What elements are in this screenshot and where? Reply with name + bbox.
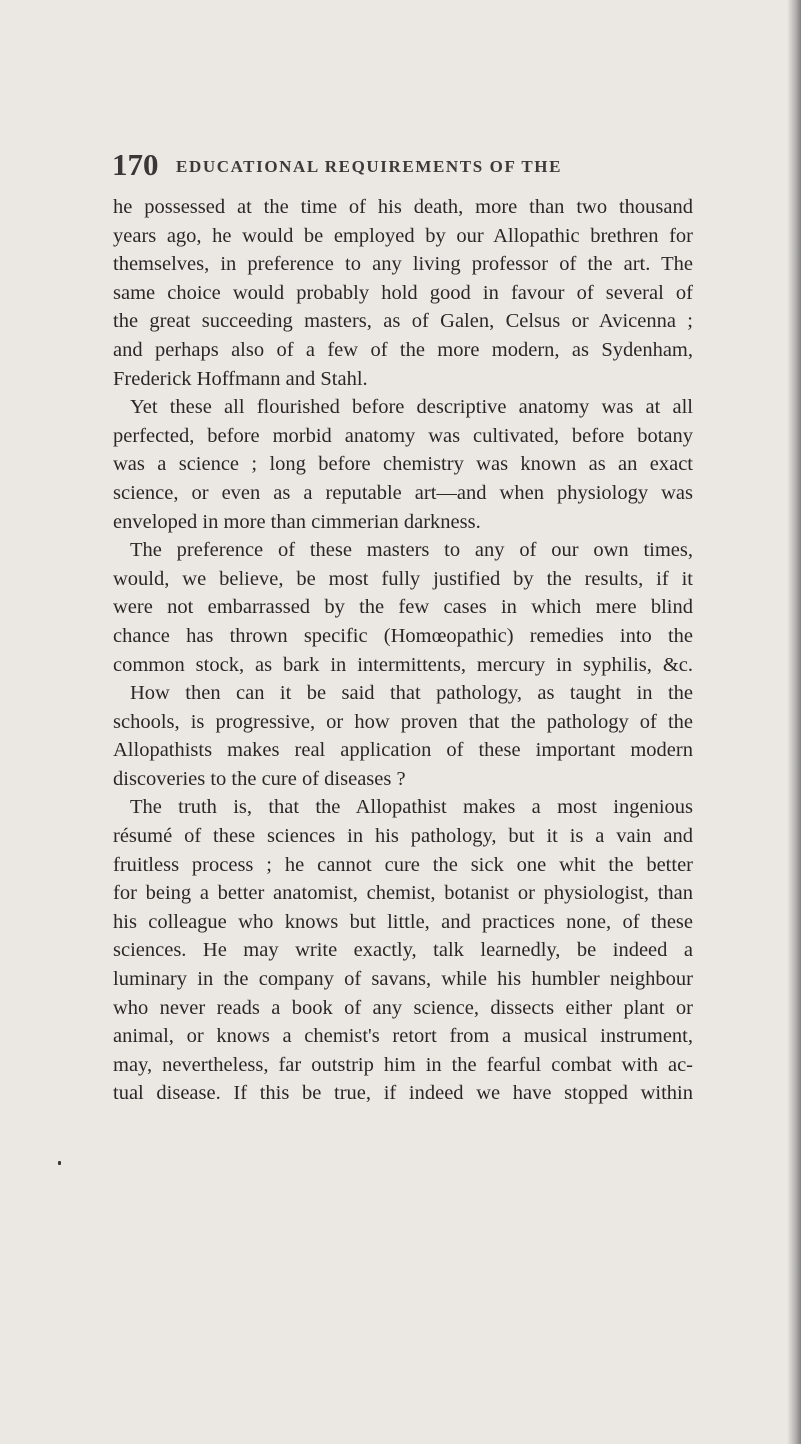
text-line: chance has thrown specific (Homœopathic) remedies into the: [113, 624, 693, 647]
text-line: Frederick Hoffmann and Stahl.: [113, 367, 368, 390]
text-line: for being a better anatomist, chemist, botanist or physiologist, than: [113, 882, 693, 905]
text-line: and perhaps also of a few of the more modern, as Sydenham,: [113, 338, 693, 361]
text-line: tual disease. If this be true, if indeed we have stopped within: [113, 1082, 693, 1105]
text-line: would, we believe, be most fully justified by the results, if it: [113, 567, 693, 590]
text-line: science, or even as a reputable art—and when physiology was: [113, 481, 693, 504]
text-line: discoveries to the cure of diseases ?: [113, 767, 406, 790]
text-line: Allopathists makes real application of these important modern: [113, 739, 693, 762]
text-line: Yet these all flourished before descriptive anatomy was at all: [130, 396, 693, 419]
text-line: How then can it be said that pathology, as taught in the: [130, 682, 693, 705]
text-line: was a science ; long before chemistry was known as an exact: [113, 453, 693, 476]
text-line: animal, or knows a chemist's retort from a musical instrument,: [113, 1025, 693, 1048]
text-line: fruitless process ; he cannot cure the sick one whit the better: [113, 853, 693, 876]
text-line: may, nevertheless, far outstrip him in the fearful combat with ac-: [113, 1053, 693, 1076]
text-line: themselves, in preference to any living professor of the art. The: [113, 253, 693, 276]
running-head: EDUCATIONAL REQUIREMENTS OF THE: [176, 157, 563, 176]
text-line: perfected, before morbid anatomy was cultivated, before botany: [113, 424, 693, 447]
text-line: common stock, as bark in intermittents, mercury in syphilis, &c.: [113, 653, 693, 676]
text-line: he possessed at the time of his death, more than two thousand: [113, 196, 693, 218]
text-line: The preference of these masters to any of our own times,: [130, 539, 693, 562]
text-line: The truth is, that the Allopathist makes a most ingenious: [130, 796, 693, 819]
text-line: years ago, he would be employed by our Allopathic brethren for: [113, 224, 693, 247]
text-line: enveloped in more than cimmerian darkness.: [113, 510, 481, 533]
text-line: sciences. He may write exactly, talk learnedly, be indeed a: [113, 939, 693, 962]
text-line: who never reads a book of any science, dissects either plant or: [113, 996, 693, 1019]
text-line: the great succeeding masters, as of Galen, Celsus or Avicenna ;: [113, 310, 693, 333]
margin-speck: [58, 1161, 61, 1165]
text-line: résumé of these sciences in his pathology, but it is a vain and: [113, 825, 693, 848]
text-line: his colleague who knows but little, and practices none, of these: [113, 910, 693, 933]
text-line: were not embarrassed by the few cases in which mere blind: [113, 596, 693, 619]
body-text: [113, 193, 693, 1108]
page-number: 170: [112, 147, 159, 182]
text-line: luminary in the company of savans, while his humbler neighbour: [113, 968, 693, 991]
page-edge-shadow: [787, 0, 801, 1444]
page-header: [112, 148, 672, 182]
text-line: same choice would probably hold good in favour of several of: [113, 281, 693, 304]
text-line: schools, is progressive, or how proven that the pathology of the: [113, 710, 693, 733]
